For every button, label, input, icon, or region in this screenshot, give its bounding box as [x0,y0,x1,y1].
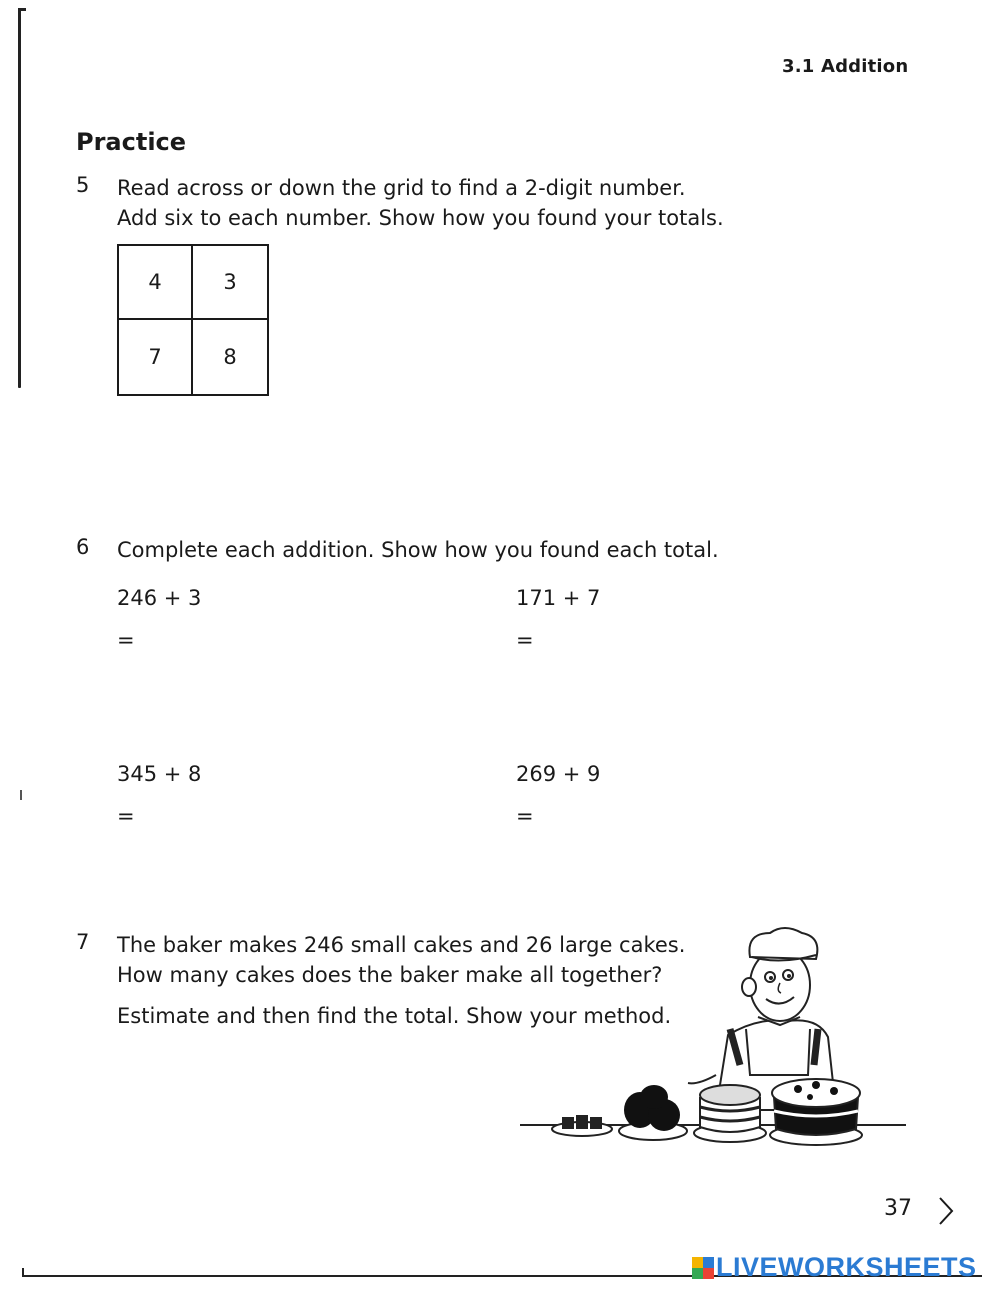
question-5-line-2: Add six to each number. Show how you found your totals. [117,206,724,230]
liveworksheets-logo[interactable] [692,1252,977,1283]
question-7-line-3: Estimate and then find the total. Show your method. [117,1004,672,1028]
question-5-number: 5 [76,173,90,197]
scan-edge-left [18,8,21,388]
question-7-line-2: How many cakes does the baker make all together? [117,963,663,987]
answer-equals[interactable]: = [117,804,135,828]
question-6-instruction: Complete each addition. Show how you found each total. [117,538,719,562]
addition-expression: 345 + 8 [117,762,202,786]
question-7-number: 7 [76,930,90,954]
answer-equals[interactable]: = [516,804,534,828]
answer-equals[interactable]: = [117,628,135,652]
grid-cell: 3 [193,246,267,320]
question-6-number: 6 [76,535,90,559]
liveworksheets-logo-icon [692,1257,714,1279]
scan-mark [20,790,22,800]
answer-equals[interactable]: = [516,628,534,652]
grid-cell: 4 [119,246,193,320]
page-number: 37 [884,1196,912,1221]
scan-edge-corner [18,8,26,11]
addition-expression: 269 + 9 [516,762,601,786]
logo-text: LIVEWORKSHEETS [716,1252,977,1282]
chevron-right-icon[interactable] [935,1196,957,1226]
baker-with-cakes-illustration [518,925,910,1155]
grid-cell: 7 [119,320,193,394]
number-grid [117,244,269,396]
addition-expression: 171 + 7 [516,586,601,610]
section-header: 3.1 Addition [782,56,909,77]
question-5-line-1: Read across or down the grid to find a 2-digit number. [117,176,686,200]
practice-heading: Practice [76,128,187,156]
question-7-line-1: The baker makes 246 small cakes and 26 large cakes. [117,933,686,957]
addition-expression: 246 + 3 [117,586,202,610]
grid-cell: 8 [223,345,237,369]
